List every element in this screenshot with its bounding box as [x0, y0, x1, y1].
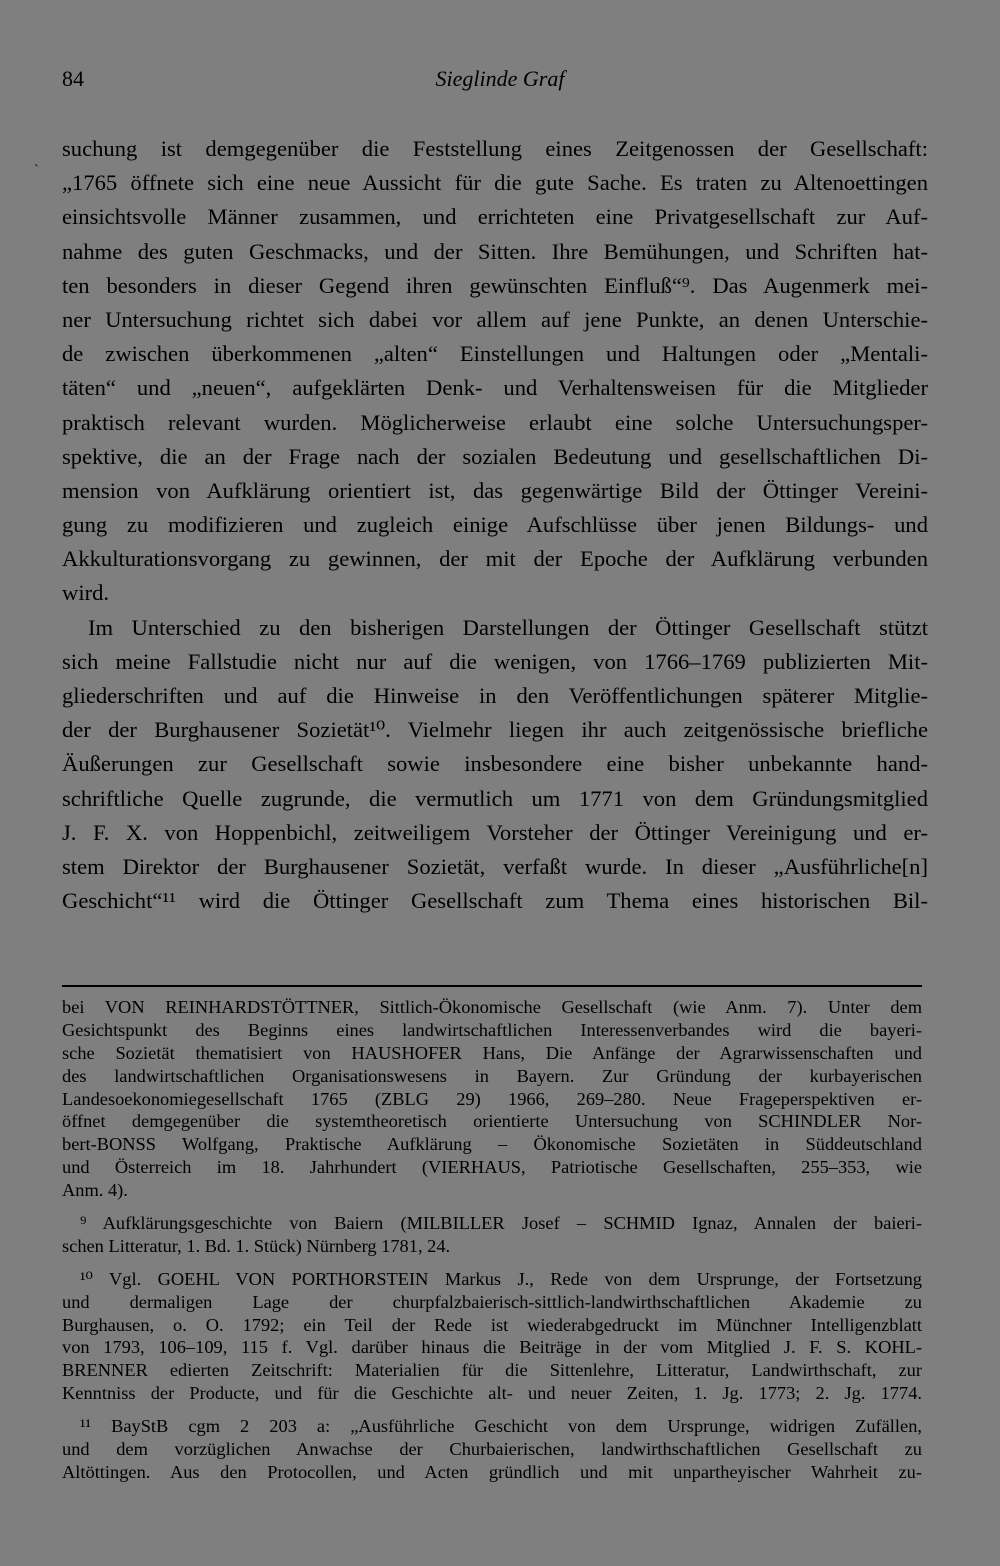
margin-mark: ˋ: [34, 163, 39, 178]
footnote-11: [62, 1415, 922, 1484]
footnotes: [62, 996, 922, 1484]
body-line: „1765 öffnete sich eine neue Aussicht für die gute Sache. Es traten zu Altenoettingen: [62, 170, 928, 196]
body-line: mension von Aufklärung orientiert ist, das gegenwärtige Bild der Öttinger Vereini-: [62, 477, 928, 503]
body-line: nahme des guten Geschmacks, und der Sitten. Ihre Bemühungen, und Schriften hat-: [62, 238, 928, 264]
footnote-line: Gesichtspunkt des Beginns eines landwirtschaftlichen Interessenverbandes wird die bayeri-: [62, 1019, 922, 1040]
footnote-line: BRENNER edierten Zeitschrift: Materialien für die Sittenlehre, Litteratur, Landwirthschaft, zur: [62, 1360, 922, 1381]
running-head: Sieglinde Graf: [435, 66, 565, 91]
footnote-line: ¹⁰ Vgl. GOEHL VON PORTHORSTEIN Markus J., Rede von dem Ursprunge, der Fortsetzung: [80, 1268, 922, 1289]
body-line: ten besonders in dieser Gegend ihren gewünschten Einfluß“⁹. Das Augenmerk mei-: [62, 272, 928, 298]
body-text: [62, 132, 928, 918]
footnote-line: öffnet demgegenüber die systemtheoretisch orientierte Untersuchung von SCHINDLER Nor-: [62, 1111, 922, 1132]
body-line: Akkulturationsvorgang zu gewinnen, der mit der Epoche der Aufklärung verbunden: [62, 546, 928, 572]
footnote-rule: [62, 985, 922, 987]
footnote-line: Kenntniss der Producte, und für die Geschichte alt- und neuer Zeiten, 1. Jg. 1773; 2. Jg. 1774.: [62, 1383, 922, 1404]
footnote-line: Altöttingen. Aus den Protocollen, und Acten gründlich und mit unpartheyischer Wahrheit zu-: [62, 1461, 922, 1482]
body-line: einsichtsvolle Männer zusammen, und errichteten eine Privatgesellschaft zur Auf-: [62, 204, 928, 230]
footnote-line: bei VON REINHARDSTÖTTNER, Sittlich-Ökonomische Gesellschaft (wie Anm. 7). Unter dem: [62, 997, 922, 1017]
footnote-continuation: [62, 996, 922, 1202]
body-line: stem Direktor der Burghausener Sozietät, verfaßt wurde. In dieser „Ausführliche[n]: [62, 853, 928, 879]
body-line: ner Untersuchung richtet sich dabei vor allem auf jene Punkte, an denen Unterschie-: [62, 306, 928, 332]
body-line: de zwischen überkommenen „alten“ Einstellungen und Haltungen oder „Mentali-: [62, 341, 928, 367]
footnote-line: ⁹ Aufklärungsgeschichte von Baiern (MILBILLER Josef – SCHMID Ignaz, Annalen der baieri-: [80, 1213, 922, 1234]
footnote-line: und Österreich im 18. Jahrhundert (VIERHAUS, Patriotische Gesellschaften, 255–353, wie: [62, 1157, 922, 1178]
body-line: wird.: [62, 580, 110, 606]
body-line: Äußerungen zur Gesellschaft sowie insbesondere eine bisher unbekannte hand-: [62, 751, 928, 777]
body-line: gliederschriften und auf die Hinweise in den Veröffentlichungen späterer Mitglie-: [62, 683, 928, 708]
body-line: J. F. X. von Hoppenbichl, zeitweiligem Vorsteher der Öttinger Vereinigung und er-: [62, 819, 928, 845]
footnote-line: sche Sozietät thematisiert von HAUSHOFER Hans, Die Anfänge der Agrarwissenschaften und: [62, 1042, 922, 1063]
body-line: praktisch relevant wurden. Möglicherweise erlaubt eine solche Untersuchungsper-: [62, 409, 928, 435]
footnote-line: Burghausen, o. O. 1792; ein Teil der Rede ist wiederabgedruckt im Münchner Intelligenzblatt: [62, 1314, 922, 1335]
body-line: der der Burghausener Sozietät¹⁰. Vielmehr liegen ihr auch zeitgenössische briefliche: [62, 717, 928, 743]
body-line: sich meine Fallstudie nicht nur auf die wenigen, von 1766–1769 publizierten Mit-: [62, 648, 928, 674]
body-line: spektive, die an der Frage nach der sozialen Bedeutung und gesellschaftlichen Di-: [62, 443, 928, 469]
body-line: Geschicht“¹¹ wird die Öttinger Gesellschaft zum Thema eines historischen Bil-: [62, 888, 928, 914]
footnote-line: von 1793, 106–109, 115 f. Vgl. darüber hinaus die Beiträge in der vom Mitglied J. F. S. KOHL-: [62, 1337, 922, 1358]
footnote-9: [62, 1212, 922, 1258]
footnote-10: [62, 1268, 922, 1405]
footnote-line: Anm. 4).: [62, 1180, 128, 1201]
body-line: täten“ und „neuen“, aufgeklärten Denk- und Verhaltensweisen für die Mitglieder: [62, 375, 928, 401]
body-line: suchung ist demgegenüber die Feststellung eines Zeitgenossen der Gesellschaft:: [62, 136, 928, 161]
page-number: 84: [62, 66, 84, 91]
footnote-line: ¹¹ BayStB cgm 2 203 a: „Ausführliche Geschicht von dem Ursprunge, widrigen Zufällen,: [80, 1416, 922, 1437]
footnote-line: bert-BONSS Wolfgang, Praktische Aufklärung – Ökonomische Sozietäten in Süddeutschland: [62, 1134, 922, 1155]
footnote-line: des landwirtschaftlichen Organisationswesens in Bayern. Zur Gründung der kurbayerischen: [62, 1065, 922, 1086]
body-line: gung zu modifizieren und zugleich einige Aufschlüsse über jenen Bildungs- und: [62, 512, 928, 538]
footnote-line: und dem vorzüglichen Anwachse der Churbaierischen, landwirthschaftlichen Gesellschaft zu: [62, 1439, 922, 1460]
footnote-line: schen Litteratur, 1. Bd. 1. Stück) Nürnberg 1781, 24.: [62, 1235, 451, 1256]
body-line: schriftliche Quelle zugrunde, die vermutlich um 1771 von dem Gründungsmitglied: [62, 785, 928, 811]
footnote-line: Landesoekonomiegesellschaft 1765 (ZBLG 29) 1966, 269–280. Neue Frageperspektiven er-: [62, 1088, 922, 1109]
footnote-line: und dermaligen Lage der churpfalzbaierisch-sittlich-landwirthschaftlichen Akademie zu: [62, 1291, 922, 1312]
body-line: Im Unterschied zu den bisherigen Darstellungen der Öttinger Gesellschaft stützt: [88, 614, 928, 640]
